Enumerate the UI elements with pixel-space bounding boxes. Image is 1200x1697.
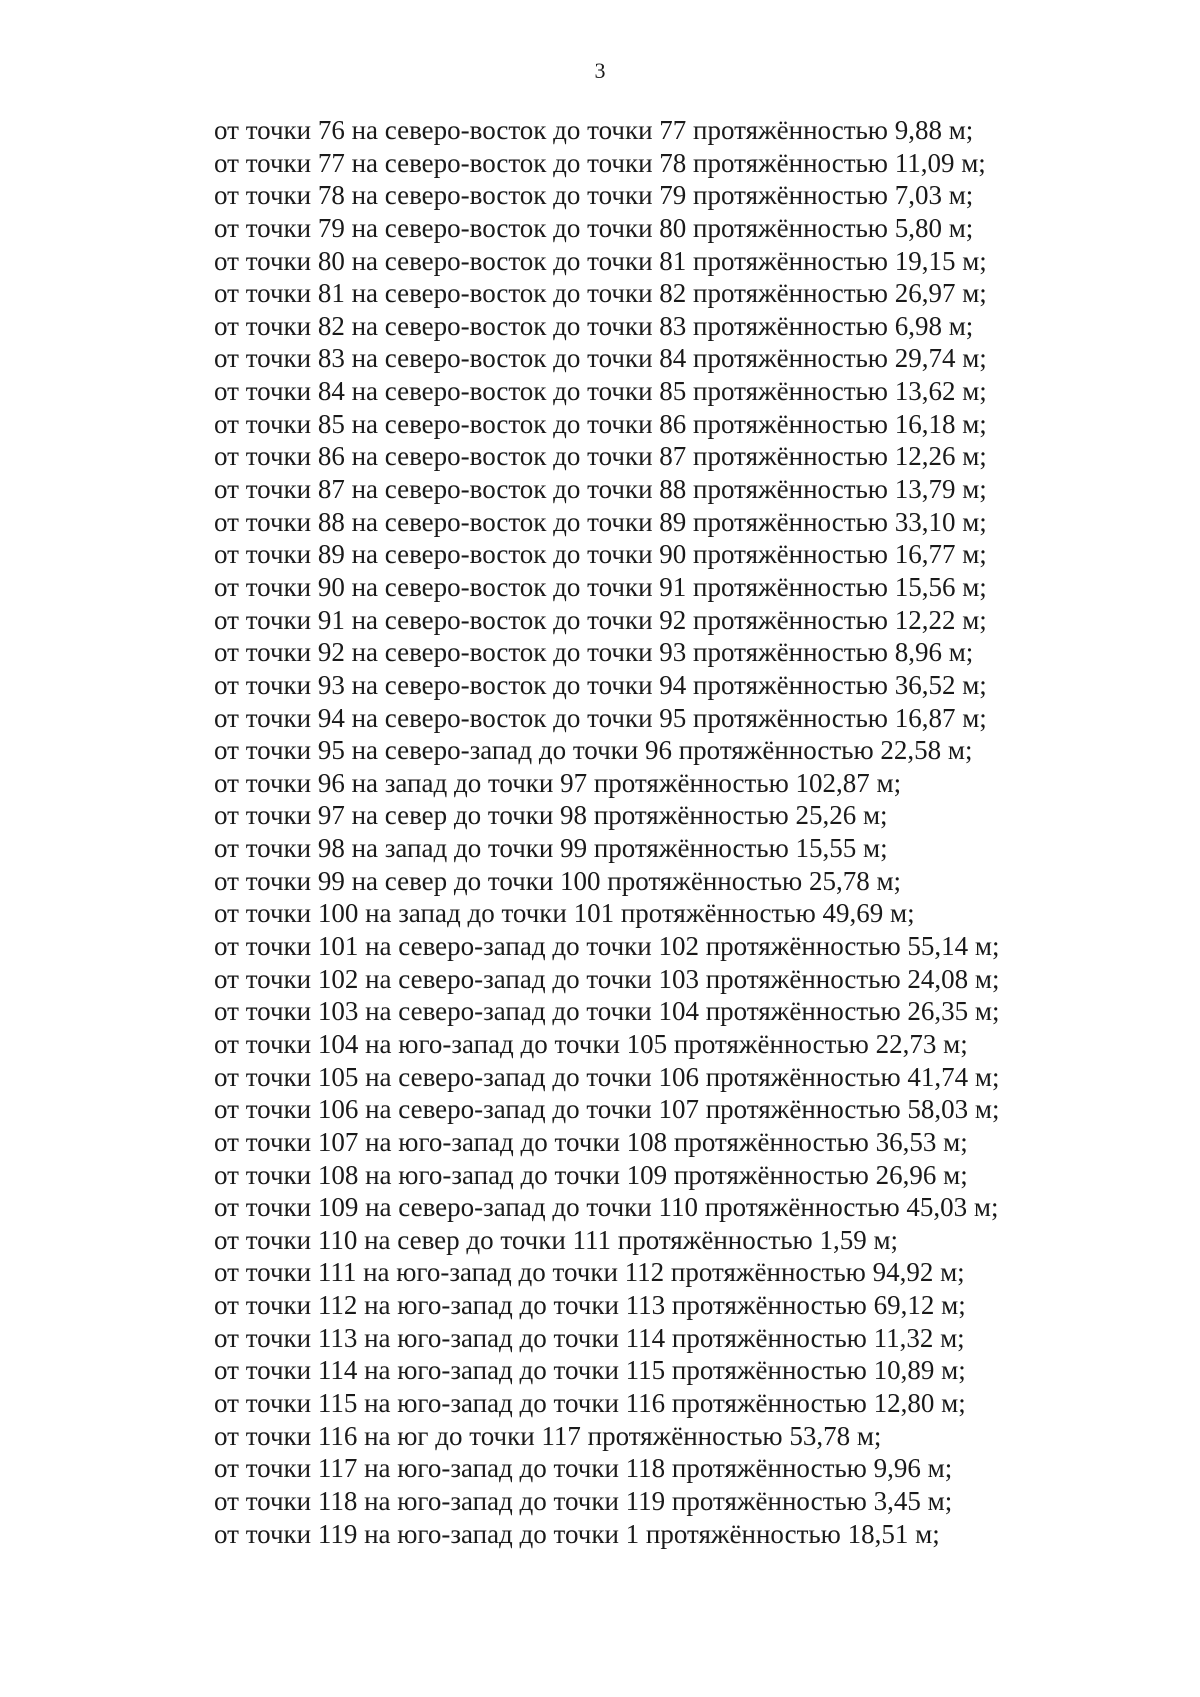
boundary-line: от точки 76 на северо-восток до точки 77 протяжённостью 9,88 м; (214, 115, 974, 145)
boundary-line: от точки 94 на северо-восток до точки 95 протяжённостью 16,87 м; (214, 702, 987, 733)
boundary-line: от точки 79 на северо-восток до точки 80 протяжённостью 5,80 м; (214, 212, 974, 243)
boundary-line: от точки 110 на север до точки 111 протяжённостью 1,59 м; (214, 1224, 899, 1255)
boundary-line: от точки 88 на северо-восток до точки 89 протяжённостью 33,10 м; (214, 506, 987, 537)
boundary-line: от точки 116 на юг до точки 117 протяжённостью 53,78 м; (214, 1420, 882, 1451)
boundary-line: от точки 89 на северо-восток до точки 90 протяжённостью 16,77 м; (214, 539, 987, 570)
boundary-line: от точки 98 на запад до точки 99 протяжённостью 15,55 м; (214, 833, 888, 864)
boundary-line: от точки 84 на северо-восток до точки 85 протяжённостью 13,62 м; (214, 376, 987, 407)
boundary-line: от точки 101 на северо-запад до точки 102 протяжённостью 55,14 м; (214, 931, 1000, 962)
boundary-line: от точки 112 на юго-запад до точки 113 протяжённостью 69,12 м; (214, 1290, 966, 1321)
boundary-line: от точки 114 на юго-запад до точки 115 протяжённостью 10,89 м; (214, 1355, 966, 1386)
boundary-line: от точки 108 на юго-запад до точки 109 протяжённостью 26,96 м; (214, 1159, 968, 1190)
boundary-line: от точки 77 на северо-восток до точки 78 протяжённостью 11,09 м; (214, 147, 986, 178)
boundary-line: от точки 86 на северо-восток до точки 87 протяжённостью 12,26 м; (214, 441, 987, 472)
page-number: 3 (594, 58, 606, 83)
boundary-line: от точки 111 на юго-запад до точки 112 протяжённостью 94,92 м; (214, 1257, 965, 1288)
boundary-line: от точки 106 на северо-запад до точки 107 протяжённостью 58,03 м; (214, 1094, 1000, 1125)
boundary-line: от точки 80 на северо-восток до точки 81 протяжённостью 19,15 м; (214, 245, 987, 276)
boundary-line: от точки 78 на северо-восток до точки 79 протяжённостью 7,03 м; (214, 180, 974, 211)
boundary-line: от точки 81 на северо-восток до точки 82 протяжённостью 26,97 м; (214, 278, 987, 309)
boundary-line: от точки 87 на северо-восток до точки 88 протяжённостью 13,79 м; (214, 474, 987, 505)
boundary-line: от точки 85 на северо-восток до точки 86 протяжённостью 16,18 м; (214, 408, 987, 439)
boundary-description-list (214, 114, 1114, 1550)
boundary-line: от точки 102 на северо-запад до точки 103 протяжённостью 24,08 м; (214, 963, 1000, 994)
boundary-line: от точки 103 на северо-запад до точки 104 протяжённостью 26,35 м; (214, 996, 1000, 1027)
boundary-line: от точки 115 на юго-запад до точки 116 протяжённостью 12,80 м; (214, 1387, 966, 1418)
boundary-line: от точки 119 на юго-запад до точки 1 протяжённостью 18,51 м; (214, 1518, 940, 1549)
boundary-line: от точки 90 на северо-восток до точки 91 протяжённостью 15,56 м; (214, 571, 987, 602)
boundary-line: от точки 95 на северо-запад до точки 96 протяжённостью 22,58 м; (214, 735, 973, 766)
boundary-line: от точки 113 на юго-запад до точки 114 протяжённостью 11,32 м; (214, 1322, 965, 1353)
boundary-line: от точки 92 на северо-восток до точки 93 протяжённостью 8,96 м; (214, 637, 974, 668)
boundary-line: от точки 97 на север до точки 98 протяжённостью 25,26 м; (214, 800, 888, 831)
boundary-line: от точки 104 на юго-запад до точки 105 протяжённостью 22,73 м; (214, 1028, 968, 1059)
boundary-line: от точки 82 на северо-восток до точки 83 протяжённостью 6,98 м; (214, 310, 974, 341)
boundary-line: от точки 91 на северо-восток до точки 92 протяжённостью 12,22 м; (214, 604, 987, 635)
boundary-line: от точки 100 на запад до точки 101 протяжённостью 49,69 м; (214, 898, 915, 929)
boundary-line: от точки 105 на северо-запад до точки 106 протяжённостью 41,74 м; (214, 1061, 1000, 1092)
boundary-line: от точки 117 на юго-запад до точки 118 протяжённостью 9,96 м; (214, 1453, 953, 1484)
boundary-line: от точки 96 на запад до точки 97 протяжённостью 102,87 м; (214, 767, 902, 798)
boundary-line: от точки 83 на северо-восток до точки 84 протяжённостью 29,74 м; (214, 343, 987, 374)
boundary-line: от точки 107 на юго-запад до точки 108 протяжённостью 36,53 м; (214, 1126, 968, 1157)
boundary-line: от точки 99 на север до точки 100 протяжённостью 25,78 м; (214, 865, 902, 896)
boundary-line: от точки 93 на северо-восток до точки 94 протяжённостью 36,52 м; (214, 669, 987, 700)
boundary-line: от точки 109 на северо-запад до точки 110 протяжённостью 45,03 м; (214, 1192, 999, 1223)
boundary-line: от точки 118 на юго-запад до точки 119 протяжённостью 3,45 м; (214, 1485, 953, 1516)
